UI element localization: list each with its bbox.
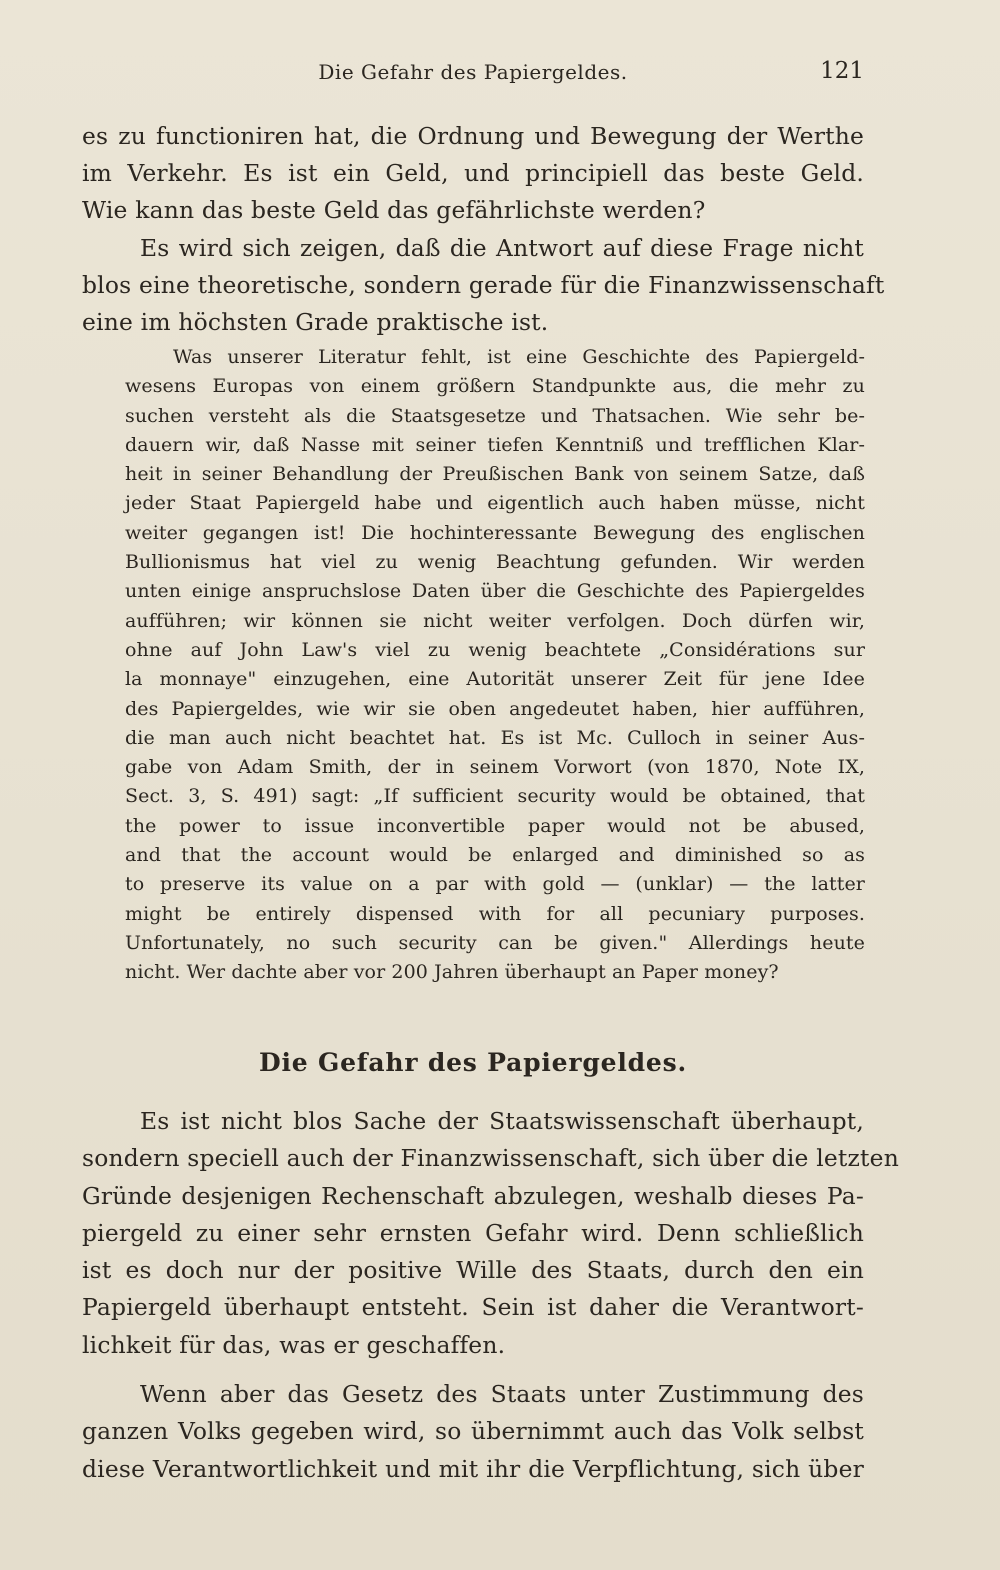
footnote-line: Unfortunately, no such security can be given." Allerdings heute [125,931,865,954]
footnote-line: dauern wir, daß Nasse mit seiner tiefen Kenntniß und trefflichen Klar- [125,433,865,456]
footnote-line: Sect. 3, S. 491) sagt: „If sufficient security would be obtained, that [125,785,865,808]
body-line: blos eine theoretische, sondern gerade für die Finanzwissenschaft [82,270,885,299]
footnote-line: Was unserer Literatur fehlt, ist eine Geschichte des Papiergeld- [173,346,865,368]
section-heading: Die Gefahr des Papiergeldes. [258,1048,688,1077]
footnote-line: heit in seiner Behandlung der Preußischen Bank von seinem Satze, daß [125,463,865,486]
section-line: Papiergeld überhaupt entsteht. Sein ist daher die Verantwort- [82,1293,864,1322]
footnote-line: la monnaye" einzugehen, eine Autorität unserer Zeit für jene Idee [125,668,865,691]
body-line: im Verkehr. Es ist ein Geld, und principiell das beste Geld. [82,159,864,188]
body-line: es zu functioniren hat, die Ordnung und Bewegung der Werthe [82,122,864,150]
footnote [125,343,865,988]
section-line: ganzen Volks gegeben wird, so übernimmt auch das Volk selbst [82,1417,864,1446]
section-paragraphs [82,1103,899,1488]
section-line: sondern speciell auch der Finanzwissenschaft, sich über die letzten [82,1144,899,1173]
footnote-line: des Papiergeldes, wie wir sie oben angedeutet haben, hier aufführen, [125,697,865,720]
body-paragraphs [82,118,885,341]
footnote-line: Bullionismus hat viel zu wenig Beachtung gefunden. Wir werden [125,551,865,574]
footnote-line: die man auch nicht beachtet hat. Es ist Mc. Culloch in seiner Aus- [125,726,865,749]
section-line: lichkeit für das, was er geschaffen. [82,1330,506,1359]
body-line: Wie kann das beste Geld das gefährlichste werden? [82,196,706,225]
page-number: 121 [820,58,864,84]
footnote-line: the power to issue inconvertible paper would not be abused, [125,814,865,837]
footnote-line: and that the account would be enlarged and diminished so as [125,844,865,867]
footnote-line: ohne auf John Law's viel zu wenig beachtete „Considérations sur [125,638,865,661]
footnote-line: nicht. Wer dachte aber vor 200 Jahren überhaupt an Paper money? [125,961,779,984]
section-line: ist es doch nur der positive Wille des Staats, durch den ein [82,1256,864,1285]
footnote-line: aufführen; wir können sie nicht weiter verfolgen. Doch dürfen wir, [125,609,865,632]
section-line: piergeld zu einer sehr ernsten Gefahr wird. Denn schließlich [82,1218,864,1247]
footnote-line: unten einige anspruchslose Daten über die Geschichte des Papiergeldes [125,580,865,603]
footnote-line: jeder Staat Papiergeld habe und eigentlich auch haben müsse, nicht [125,492,865,515]
footnote-line: to preserve its value on a par with gold — (unklar) — the latter [125,873,865,896]
footnote-line: weiter gegangen ist! Die hochinteressante Bewegung des englischen [125,521,865,544]
section-line: diese Verantwortlichkeit und mit ihr die Verpflichtung, sich über [82,1454,864,1483]
body-line: Es wird sich zeigen, daß die Antwort auf diese Frage nicht [140,233,864,262]
running-title: Die Gefahr des Papiergeldes. [318,60,628,84]
footnote-line: might be entirely dispensed with for all pecuniary purposes. [125,902,865,925]
footnote-line: wesens Europas von einem größern Standpunkte aus, die mehr zu [125,375,865,398]
footnote-line: suchen versteht als die Staatsgesetze und Thatsachen. Wie sehr be- [125,404,865,427]
body-line: eine im höchsten Grade praktische ist. [82,308,549,337]
section-line: Es ist nicht blos Sache der Staatswissenschaft überhaupt, [140,1107,864,1135]
section-line: Gründe desjenigen Rechenschaft abzulegen, weshalb dieses Pa- [82,1181,864,1210]
section-line: Wenn aber das Gesetz des Staats unter Zustimmung des [140,1380,864,1409]
footnote-line: gabe von Adam Smith, der in seinem Vorwort (von 1870, Note IX, [125,756,865,779]
running-head [82,60,864,94]
